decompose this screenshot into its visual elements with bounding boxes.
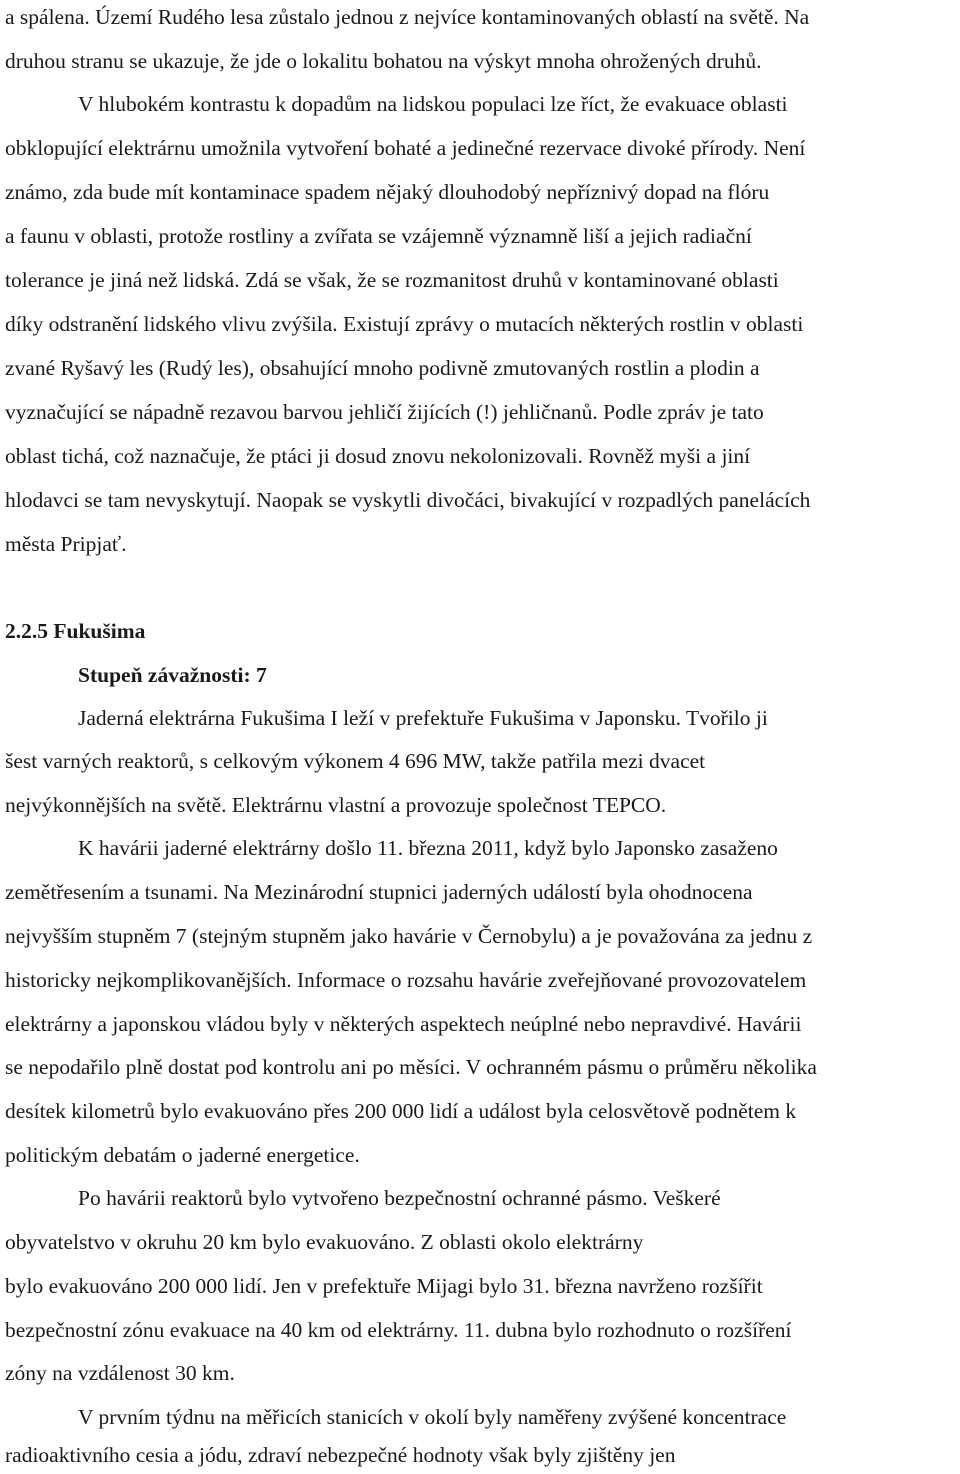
text-line: elektrárny a japonskou vládou byly v některých aspektech neúplné nebo nepravdivé. Havárii — [5, 1012, 802, 1036]
text-line: díky odstranění lidského vlivu zvýšila. Existují zprávy o mutacích některých rostlin v oblasti — [5, 312, 804, 336]
text-line: hlodavci se tam nevyskytují. Naopak se vyskytli divočáci, bivakující v rozpadlých panelácích — [5, 488, 811, 512]
text-line: desítek kilometrů bylo evakuováno přes 200 000 lidí a událost byla celosvětově podnětem k — [5, 1099, 797, 1123]
text-line: V prvním týdnu na měřicích stanicích v okolí byly naměřeny zvýšené koncentrace — [78, 1405, 787, 1429]
text-line: tolerance je jiná než lidská. Zdá se však, že se rozmanitost druhů v kontaminované oblasti — [5, 268, 779, 292]
text-line: nejvyšším stupněm 7 (stejným stupněm jako havárie v Černobylu) a je považována za jednu z — [5, 924, 813, 948]
text-line: vyznačující se nápadně rezavou barvou jehličí žijících (!) jehličnanů. Podle zpráv je tato — [5, 400, 764, 424]
text-line: historicky nejkomplikovanějších. Informace o rozsahu havárie zveřejňované provozovatelem — [5, 968, 807, 992]
text-line: bylo evakuováno 200 000 lidí. Jen v prefektuře Mijagi bylo 31. března navrženo rozšířit — [5, 1274, 763, 1298]
text-line: se nepodařilo plně dostat pod kontrolu ani po měsíci. V ochranném pásmu o průměru několika — [5, 1055, 817, 1079]
text-line: politickým debatám o jaderné energetice. — [5, 1143, 360, 1167]
text-line: a faunu v oblasti, protože rostliny a zvířata se vzájemně významně liší a jejich radiační — [5, 224, 752, 248]
text-line: obklopující elektrárnu umožnila vytvoření bohaté a jedinečné rezervace divoké přírody. Není — [5, 136, 806, 160]
text-line: Jaderná elektrárna Fukušima I leží v prefektuře Fukušima v Japonsku. Tvořilo ji — [78, 706, 768, 730]
severity-heading: Stupeň závažnosti: 7 — [78, 663, 267, 687]
text-line: bezpečnostní zónu evakuace na 40 km od elektrárny. 11. dubna bylo rozhodnuto o rozšíření — [5, 1318, 792, 1342]
text-line: známo, zda bude mít kontaminace spadem nějaký dlouhodobý nepříznivý dopad na flóru — [5, 180, 770, 204]
text-line: obyvatelstvo v okruhu 20 km bylo evakuováno. Z oblasti okolo elektrárny — [5, 1230, 644, 1254]
text-line: Po havárii reaktorů bylo vytvořeno bezpečnostní ochranné pásmo. Veškeré — [78, 1186, 721, 1210]
text-line: a spálena. Území Rudého lesa zůstalo jednou z nejvíce kontaminovaných oblastí na světě. Na — [5, 5, 810, 29]
text-line: zvané Ryšavý les (Rudý les), obsahující mnoho podivně zmutovaných rostlin a plodin a — [5, 356, 760, 380]
text-line: města Pripjať. — [5, 532, 127, 556]
text-line: radioaktivního cesia a jódu, zdraví nebezpečné hodnoty však byly zjištěny jen — [5, 1443, 676, 1467]
text-line: nejvýkonnějších na světě. Elektrárnu vlastní a provozuje společnost TEPCO. — [5, 793, 667, 817]
text-line: zemětřesením a tsunami. Na Mezinárodní stupnici jaderných událostí byla ohodnocena — [5, 880, 753, 904]
text-line: V hlubokém kontrastu k dopadům na lidskou populaci lze říct, že evakuace oblasti — [78, 92, 788, 116]
text-line: šest varných reaktorů, s celkovým výkonem 4 696 MW, takže patřila mezi dvacet — [5, 749, 706, 773]
text-line: druhou stranu se ukazuje, že jde o lokalitu bohatou na výskyt mnoha ohrožených druhů. — [5, 49, 762, 73]
section-heading: 2.2.5 Fukušima — [5, 619, 146, 643]
text-line: zóny na vzdálenost 30 km. — [5, 1361, 235, 1385]
text-line: K havárii jaderné elektrárny došlo 11. března 2011, když bylo Japonsko zasaženo — [78, 836, 778, 860]
text-line: oblast tichá, což naznačuje, že ptáci ji dosud znovu nekolonizovali. Rovněž myši a jiní — [5, 444, 751, 468]
